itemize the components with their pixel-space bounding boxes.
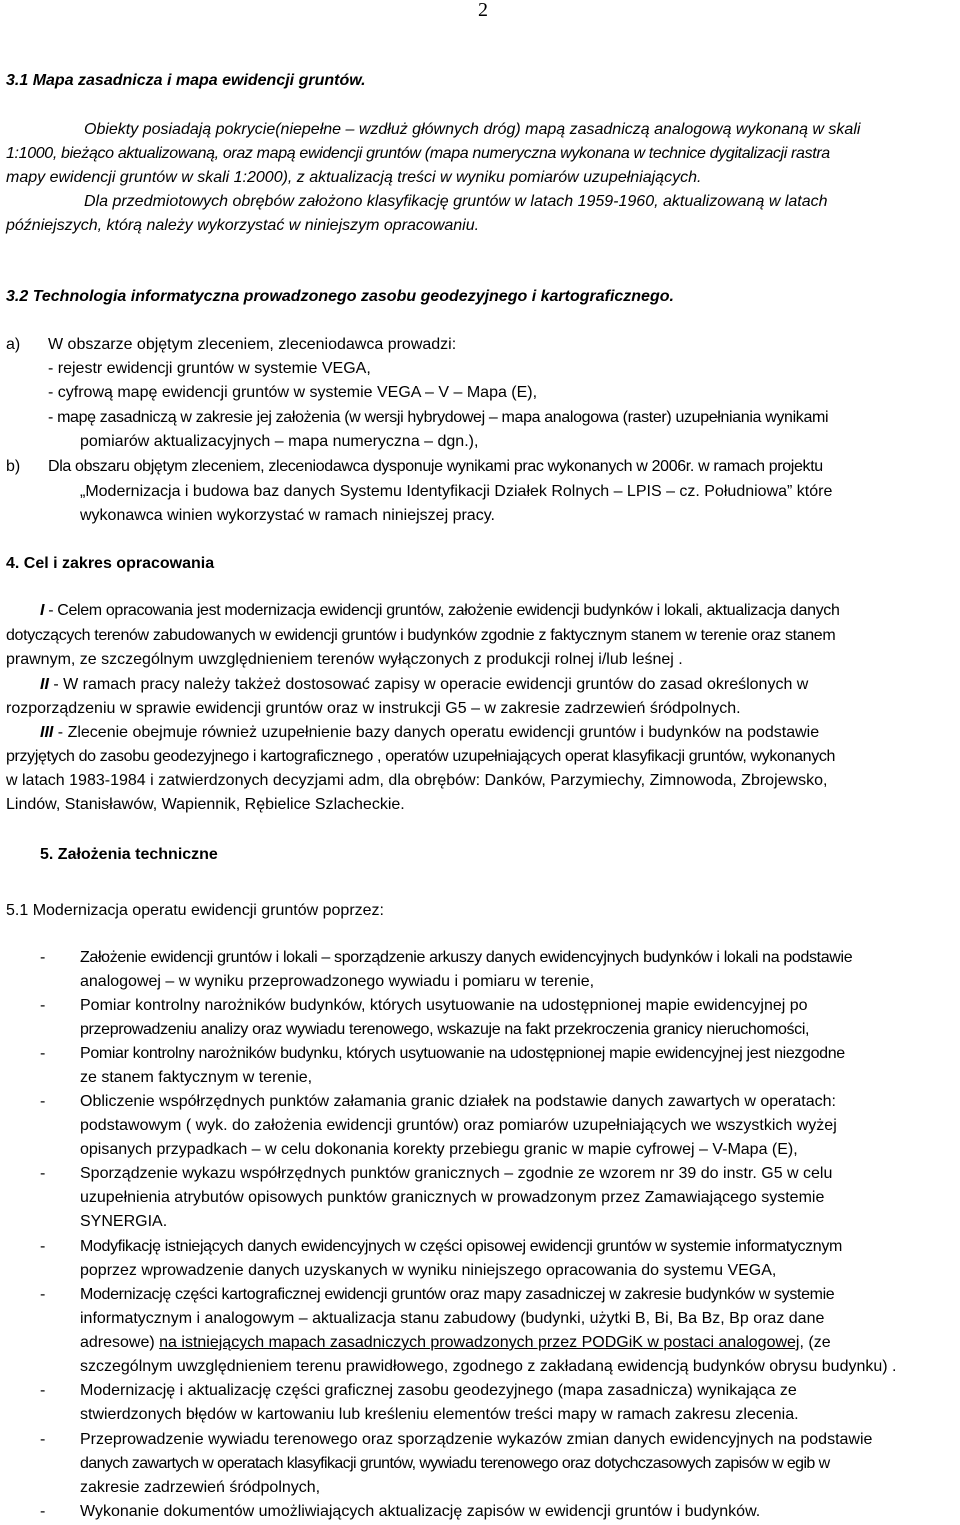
item-b-line: wykonawca winien wykorzystać w ramach niniejszej pracy. bbox=[80, 507, 495, 524]
item-a-line: - cyfrową mapę ewidencji gruntów w systemie VEGA – V – Mapa (E), bbox=[48, 384, 538, 401]
list-item-line: Pomiar kontrolny narożników budynku, których usytuowanie na udostępnionej mapie ewidencyjnej jest niezgodne bbox=[80, 1045, 845, 1062]
list-item-line: Modyfikację istniejących danych ewidencyjnych w części opisowej ewidencji gruntów w systemie informatycznym bbox=[80, 1238, 842, 1255]
list-dash: - bbox=[40, 949, 46, 966]
list-dash: - bbox=[40, 997, 46, 1014]
paragraph-line: w latach 1983-1984 i zatwierdzonych decyzjami adm, dla obrębów: Danków, Parzymiechy, Zimnowoda, Zbrojewsko, bbox=[6, 772, 828, 789]
section-4-paragraph-3 bbox=[6, 721, 954, 745]
list-item-line: Wykonanie dokumentów umożliwiających aktualizację zapisów w ewidencji gruntów i budynków. bbox=[80, 1503, 761, 1520]
list-dash: - bbox=[40, 1165, 46, 1182]
list-item-line: danych zawartych w operatach klasyfikacji gruntów, wywiadu terenowego oraz dotychczasowych zapisów w egib w bbox=[80, 1455, 830, 1472]
list-item-line: Przeprowadzenie wywiadu terenowego oraz sporządzenie wykazów zmian danych ewidencyjnych na podstawie bbox=[80, 1431, 873, 1448]
item-a-line: pomiarów aktualizacyjnych – mapa numeryczna – dgn.), bbox=[80, 433, 479, 450]
underlined-text: na istniejących mapach zasadniczych prowadzonych przez PODGiK w postaci analogowej, bbox=[159, 1334, 804, 1351]
item-a-line: - rejestr ewidencji gruntów w systemie VEGA, bbox=[48, 360, 371, 377]
list-item-line: przeprowadzeniu analizy oraz wywiadu terenowego, wskazuje na fakt przekroczenia granicy nieruchomości, bbox=[80, 1021, 810, 1038]
list-item-line: stwierdzonych błędów w kartowaniu lub kreśleniu elementów treści mapy w ramach zakresu zlecenia. bbox=[80, 1406, 799, 1423]
list-item-line: Sporządzenie wykazu współrzędnych punktów granicznych – zgodnie ze wzorem nr 39 do instr. G5 w celu bbox=[80, 1165, 833, 1182]
paragraph-line: prawnym, ze szczególnym uwzględnieniem terenów wyłączonych z produkcji rolnej i/lub leśnej . bbox=[6, 651, 683, 668]
section-5-1-heading: 5.1 Modernizacja operatu ewidencji gruntów poprzez: bbox=[6, 902, 384, 919]
item-a-line: - mapę zasadniczą w zakresie jej założenia (w wersji hybrydowej – mapa analogowa (raster) uzupełniania wynikami bbox=[48, 409, 829, 426]
list-item-text: adresowe) bbox=[80, 1334, 160, 1351]
list-item-line: Pomiar kontrolny narożników budynków, których usytuowanie na udostępnionej mapie ewidencyjnej po bbox=[80, 997, 808, 1014]
section-4-heading: 4. Cel i zakres opracowania bbox=[6, 555, 215, 572]
list-item-line: Modernizację i aktualizację części graficznej zasobu geodezyjnego (mapa zasadnicza) wynikająca ze bbox=[80, 1382, 797, 1399]
list-item-line: zakresie zadrzewień śródpolnych, bbox=[80, 1479, 321, 1496]
list-item-line-underlined bbox=[80, 1331, 831, 1355]
section-5-heading: 5. Założenia techniczne bbox=[40, 846, 218, 863]
list-item-line: analogowej – w wyniku przeprowadzonego wywiadu i pomiaru w terenie, bbox=[80, 973, 595, 990]
list-dash: - bbox=[40, 1382, 46, 1399]
list-item-line: poprzez wprowadzenie danych uzyskanych w wyniku niniejszego opracowania do systemu VEGA, bbox=[80, 1262, 777, 1279]
section-3-1-line: późniejszych, którą należy wykorzystać w niniejszym opracowaniu. bbox=[6, 217, 480, 234]
list-dash: - bbox=[40, 1045, 46, 1062]
list-item-line: ze stanem faktycznym w terenie, bbox=[80, 1069, 313, 1086]
section-3-1-line: mapy ewidencji gruntów w skali 1:2000), z aktualizacją treści w wyniku pomiarów uzupełniających. bbox=[6, 169, 702, 186]
list-dash: - bbox=[40, 1093, 46, 1110]
page-number: 2 bbox=[478, 0, 488, 21]
section-4-paragraph-2 bbox=[6, 673, 954, 697]
list-dash: - bbox=[40, 1238, 46, 1255]
paragraph-line: rozporządzeniu w sprawie ewidencji gruntów oraz w instrukcji G5 – w zakresie zadrzewień śródpolnych. bbox=[6, 700, 741, 717]
list-item-line: Obliczenie współrzędnych punktów załamania granic działek na podstawie danych zawartych w operatach: bbox=[80, 1093, 836, 1110]
item-a-line: W obszarze objętym zleceniem, zleceniodawca prowadzi: bbox=[48, 336, 457, 353]
list-item-line: informatycznym i analogowym – aktualizacja stanu zabudowy (budynki, użytki B, Bi, Ba Bz, Bp oraz dane bbox=[80, 1310, 825, 1327]
section-3-1-line: 1:1000, bieżąco aktualizowaną, oraz mapą ewidencji gruntów (mapa numeryczna wykonana w technice dygitalizacji rastra bbox=[6, 145, 830, 162]
list-item-line: Modernizację części kartograficznej ewidencji gruntów oraz mapy zasadniczej w zakresie budynków w systemie bbox=[80, 1286, 835, 1303]
paragraph-line: - W ramach pracy należy takżeż dostosować zapisy w operacie ewidencji gruntów do zasad określonych w bbox=[48, 676, 809, 693]
paragraph-line: Lindów, Stanisławów, Wapiennik, Rębielice Szlacheckie. bbox=[6, 796, 405, 813]
paragraph-line: dotyczących terenów zabudowanych w ewidencji gruntów i budynków zgodnie z faktycznym stanem w terenie oraz stanem bbox=[6, 627, 836, 644]
list-dash: - bbox=[40, 1503, 46, 1520]
paragraph-line: przyjętych do zasobu geodezyjnego i kartograficznego , operatów uzupełniających operat klasyfikacji gruntów, wykonanych bbox=[6, 748, 836, 765]
list-item-line: szczególnym uwzględnieniem terenu prawidłowego, zgodnego z zakładaną ewidencją budynków obrysu budynku) . bbox=[80, 1358, 897, 1375]
section-3-1-heading: 3.1 Mapa zasadnicza i mapa ewidencji gruntów. bbox=[6, 72, 366, 89]
section-3-1-line: Obiekty posiadają pokrycie(niepełne – wzdłuż głównych dróg) mapą zasadniczą analogową wykonaną w skali bbox=[84, 121, 861, 138]
item-a-label: a) bbox=[6, 336, 21, 353]
section-3-2-heading: 3.2 Technologia informatyczna prowadzonego zasobu geodezyjnego i kartograficznego. bbox=[6, 288, 674, 305]
list-item-line: SYNERGIA. bbox=[80, 1213, 168, 1230]
section-3-1-line: Dla przedmiotowych obrębów założono klasyfikację gruntów w latach 1959-1960, aktualizowaną w latach bbox=[84, 193, 828, 210]
list-item-line: podstawowym ( wyk. do założenia ewidencji gruntów) oraz pomiarów uzupełniających we wszystkich wyżej bbox=[80, 1117, 837, 1134]
item-b-line: „Modernizacja i budowa baz danych Systemu Identyfikacji Działek Rolnych – LPIS – cz. Południowa” które bbox=[80, 483, 833, 500]
item-b-line: Dla obszaru objętym zleceniem, zleceniodawca dysponuje wynikami prac wykonanych w 2006r. w ramach projektu bbox=[48, 458, 823, 475]
list-item-line: uzupełnienia atrybutów opisowych punktów granicznych w prowadzonym przez Zamawiającego systemie bbox=[80, 1189, 825, 1206]
section-4-paragraph-1 bbox=[6, 599, 954, 623]
list-dash: - bbox=[40, 1431, 46, 1448]
item-b-label: b) bbox=[6, 458, 21, 475]
roman-numeral-2: II bbox=[40, 676, 49, 693]
list-dash: - bbox=[40, 1286, 46, 1303]
list-item-text: (ze bbox=[803, 1334, 831, 1351]
paragraph-line: - Celem opracowania jest modernizacja ewidencji gruntów, założenie ewidencji budynków i lokali, aktualizacja danych bbox=[44, 602, 840, 619]
paragraph-line: - Zlecenie obejmuje również uzupełnienie bazy danych operatu ewidencji gruntów i budynków na podstawie bbox=[53, 724, 820, 741]
roman-numeral-1: I bbox=[40, 602, 45, 619]
list-item-line: Założenie ewidencji gruntów i lokali – sporządzenie arkuszy danych ewidencyjnych budynków i lokali na podstawie bbox=[80, 949, 853, 966]
roman-numeral-3: III bbox=[40, 724, 54, 741]
list-item-line: opisanych przypadkach – w celu dokonania korekty przebiegu granic w mapie cyfrowej – V-Mapa (E), bbox=[80, 1141, 798, 1158]
